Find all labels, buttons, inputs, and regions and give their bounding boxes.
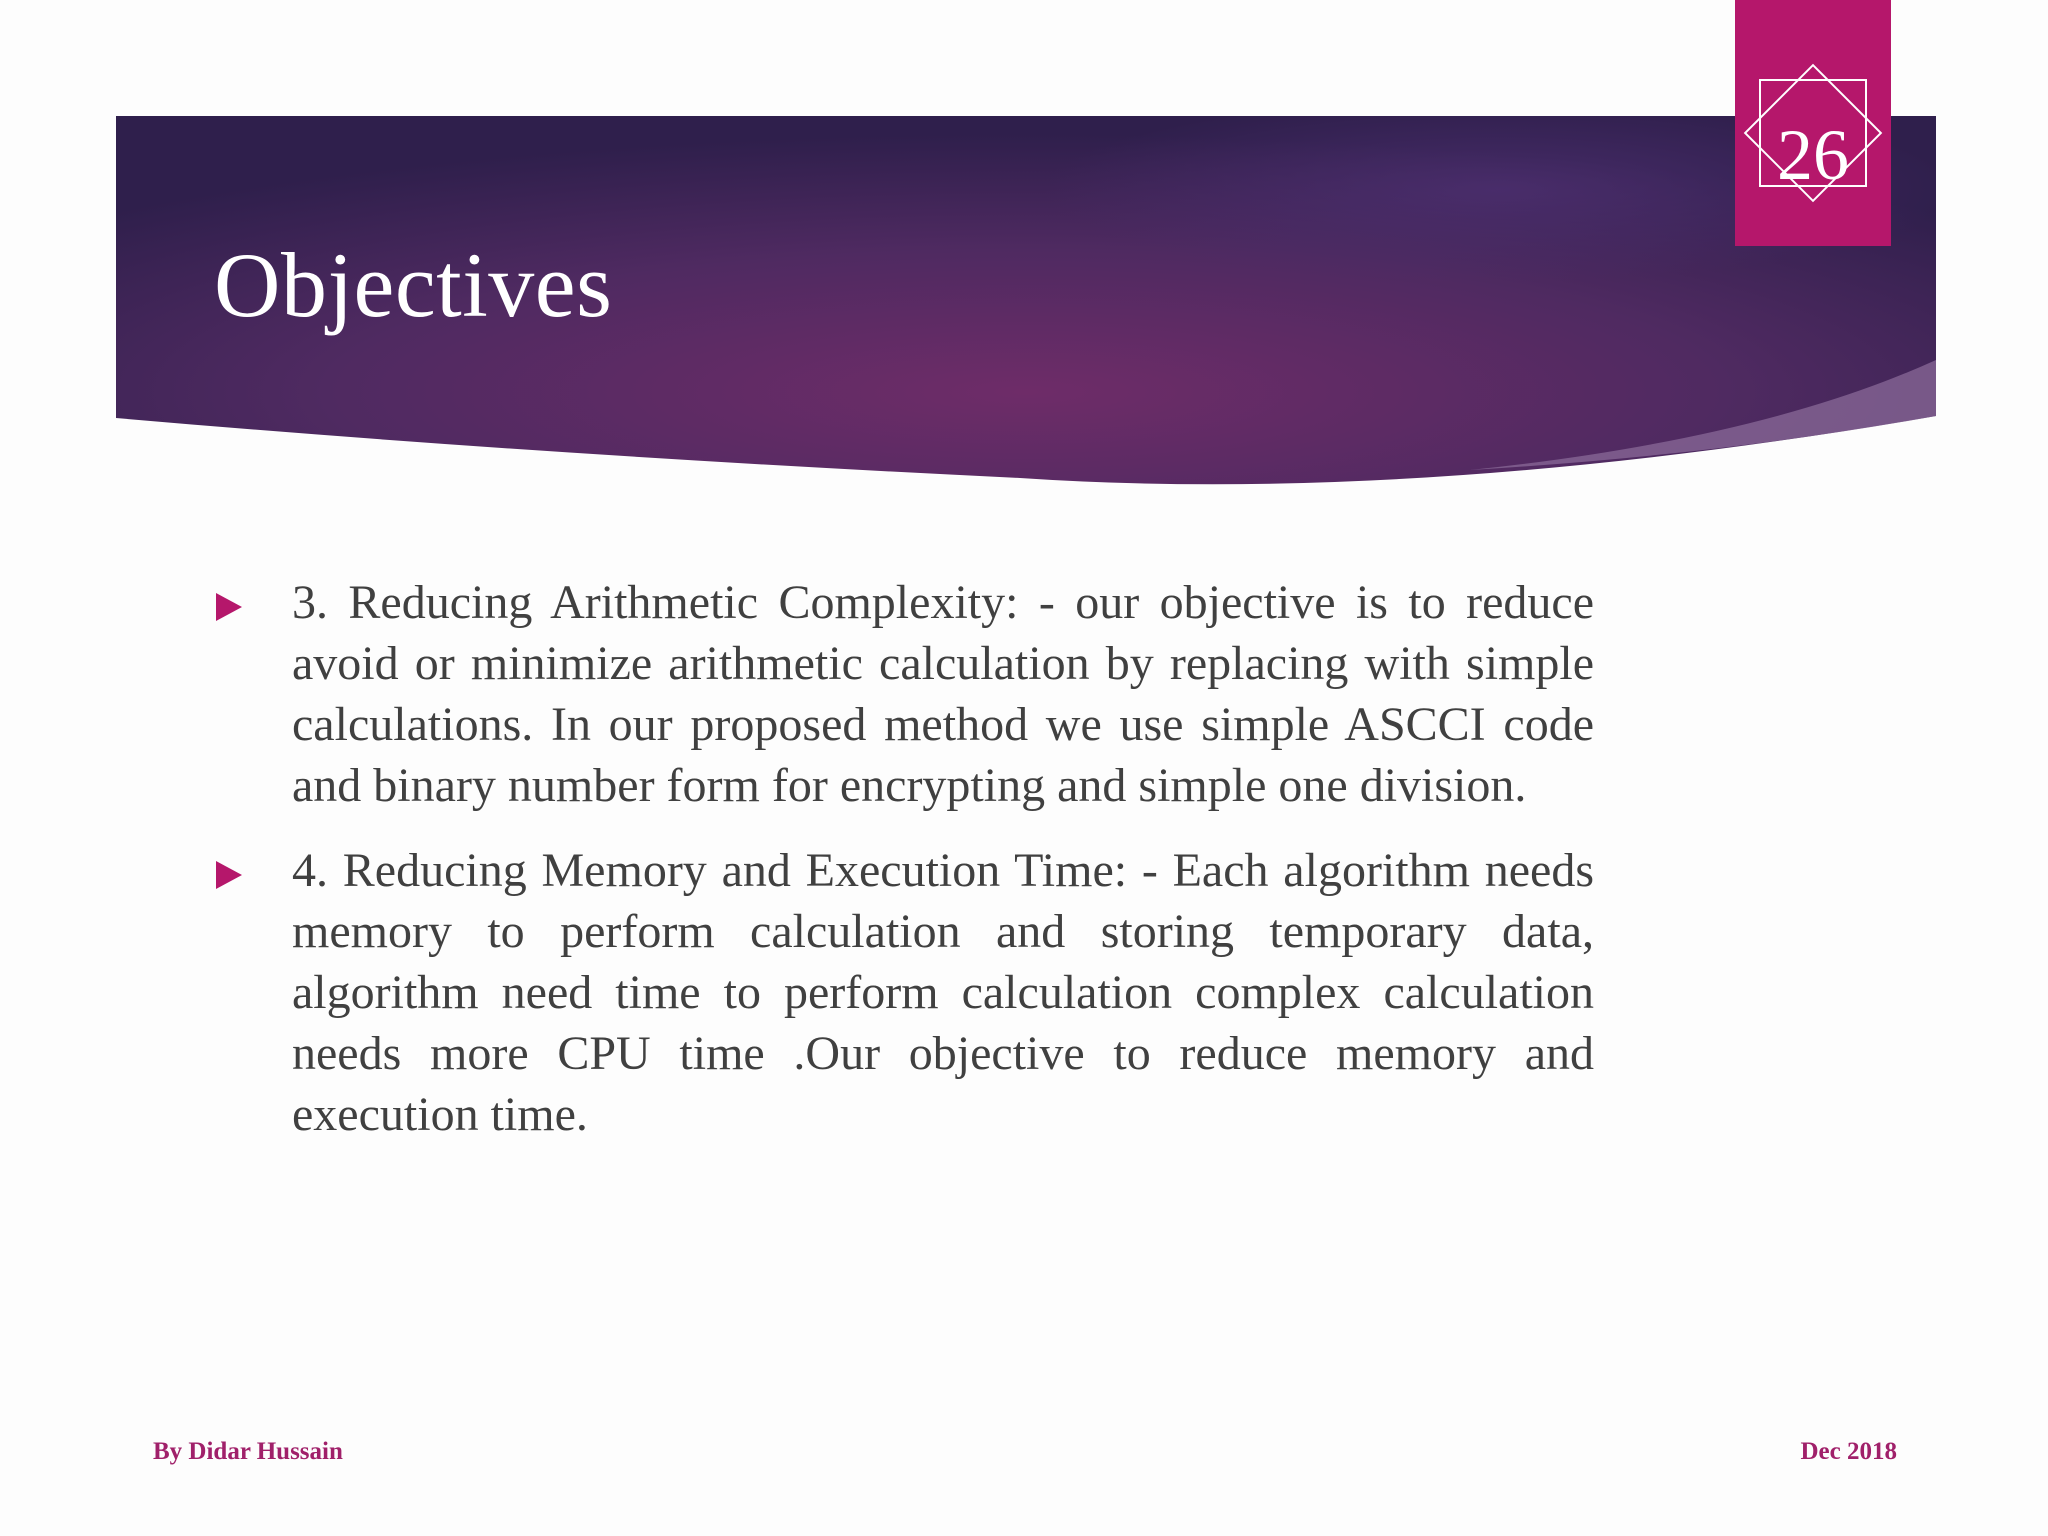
slide-number: 26	[1777, 115, 1849, 195]
bullet-list	[214, 572, 1594, 1169]
slide-number-badge	[1735, 0, 1891, 246]
bullet-text: 3. Reducing Arithmetic Complexity: - our objective is to reduce avoid or minimize arithmetic calculation by replacing with simple calculations. In our proposed method we use simple ASCCI code and binary number form for encrypting and simple one division.	[292, 576, 1594, 812]
footer-author: By Didar Hussain	[153, 1438, 343, 1465]
list-item	[214, 840, 1594, 1145]
triangle-right-icon	[214, 592, 244, 622]
footer-date: Dec 2018	[1800, 1438, 1897, 1465]
slide-title: Objectives	[214, 234, 613, 336]
list-item	[214, 572, 1594, 816]
bullet-text: 4. Reducing Memory and Execution Time: - Each algorithm needs memory to perform calculation and storing temporary data, algorithm need time to perform calculation complex calculation needs more CPU time .Our objective to reduce memory and execution time.	[292, 844, 1594, 1141]
triangle-right-icon	[214, 860, 244, 890]
